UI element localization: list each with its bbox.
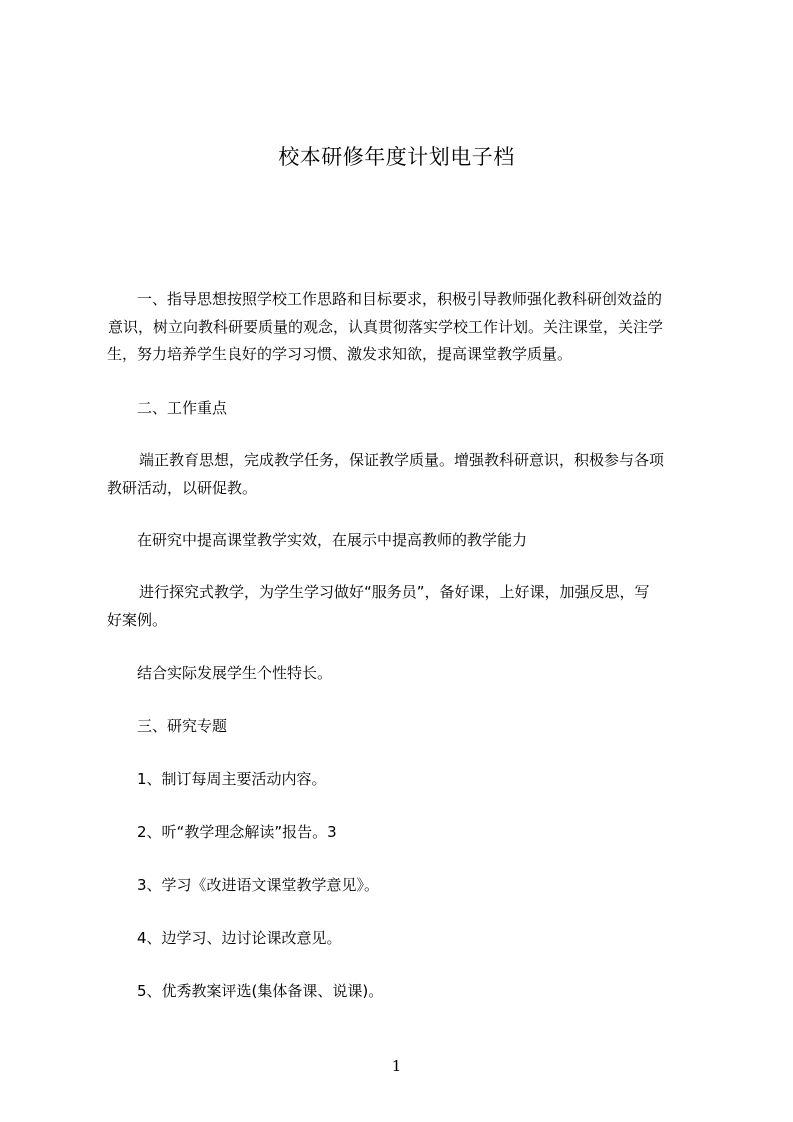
list-item: 5、优秀教案评选(集体备课、说课)。 <box>137 982 384 1000</box>
text-line: 好案例。 <box>107 610 168 629</box>
document-title: 校本研修年度计划电子档 <box>278 145 515 169</box>
text-line: 进行探究式教学，为学生学习做好“服务员”，备好课，上好课，加强反思，写 <box>139 583 650 601</box>
list-item: 3、学习《改进语文课堂教学意见》。 <box>137 876 380 894</box>
paragraph-guiding-thought <box>107 286 705 369</box>
heading-research-topics: 三、研究专题 <box>137 717 228 735</box>
paragraph-focus-1 <box>107 447 705 502</box>
paragraph-focus-4: 结合实际发展学生个性特长。 <box>137 664 333 682</box>
list-item: 4、边学习、边讨论课改意见。 <box>137 929 342 947</box>
heading-work-focus: 二、工作重点 <box>137 399 228 417</box>
list-item: 1、制订每周主要活动内容。 <box>137 770 327 788</box>
paragraph-focus-2: 在研究中提高课堂教学实效，在展示中提高教师的教学能力 <box>137 531 528 549</box>
text-line: 一、指导思想按照学校工作思路和目标要求，积极引导教师强化教科研创效益的 <box>137 290 663 308</box>
list-item: 2、听“教学理念解读”报告。3 <box>137 823 337 841</box>
paragraph-focus-3 <box>107 579 705 634</box>
page-number: 1 <box>391 1057 402 1075</box>
text-line: 生，努力培养学生良好的学习习惯、激发求知欲，提高课堂教学质量。 <box>107 345 573 363</box>
text-line: 端正教育思想，完成教学任务，保证教学质量。增强教科研意识，积极参与各项 <box>139 451 665 469</box>
text-line: 教研活动，以研促教。 <box>107 478 258 497</box>
text-line: 意识，树立向教科研要质量的观念，认真贯彻落实学校工作计划。关注课堂，关注学 <box>108 317 664 336</box>
